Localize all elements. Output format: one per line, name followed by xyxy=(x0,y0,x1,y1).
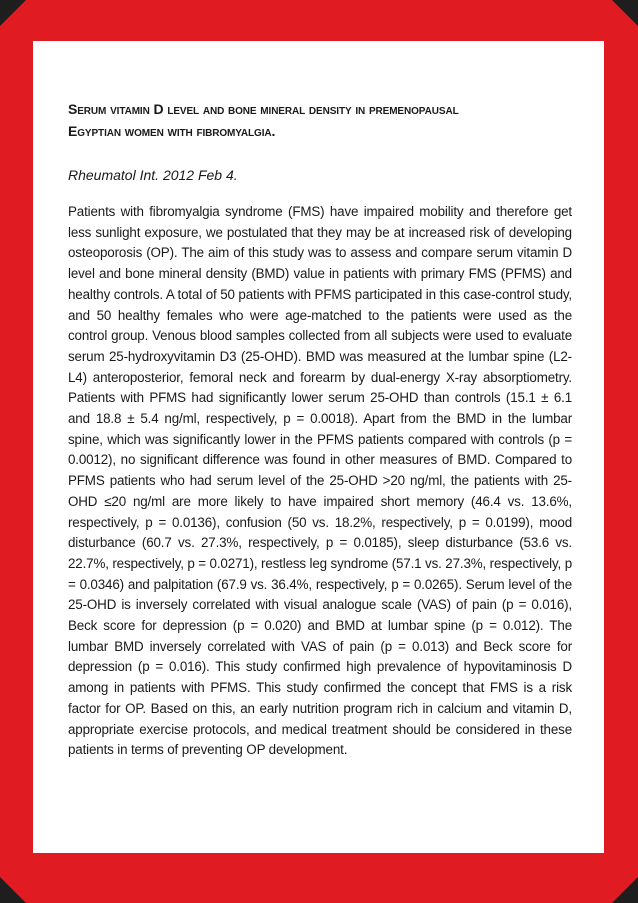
abstract-paragraph: Patients with fibromyalgia syndrome (FMS) have impaired mobility and therefore get less sunlight exposure, we postulated that they may be at increased risk of developing osteoporosis (OP). The aim of this study was to assess and compare serum vitamin D level and bone mineral density (BMD) value in patients with primary FMS (PFMS) and healthy controls. A total of 50 patients with PFMS participated in this case-control study, and 50 healthy females who were age-matched to the patients were used as the control group. Venous blood samples collected from all subjects were used to evaluate serum 25-hydroxyvitamin D3 (25-OHD). BMD was measured at the lumbar spine (L2-L4) anteroposterior, femoral neck and forearm by dual-energy X-ray absorptiometry. Patients with PFMS had significantly lower serum 25-OHD than controls (15.1 ± 6.1 and 18.8 ± 5.4 ng/ml, respectively, p = 0.0018). Apart from the BMD in the lumbar spine, which was significantly lower in the PFMS patients compared with controls (p = 0.0012), no significant difference was found in other measures of BMD. Compared to PFMS patients who had serum level of the 25-OHD >20 ng/ml, the patients with 25-OHD ≤20 ng/ml are more likely to have impaired short memory (46.4 vs. 13.6%, respectively, p = 0.0136), confusion (50 vs. 18.2%, respectively, p = 0.0199), mood disturbance (60.7 vs. 27.3%, respectively, p = 0.0185), sleep disturbance (53.6 vs. 22.7%, respectively, p = 0.0271), restless leg syndrome (57.1 vs. 27.3%, respectively, p = 0.0346) and palpitation (67.9 vs. 36.4%, respectively, p = 0.0265). Serum level of the 25-OHD is inversely correlated with visual analogue scale (VAS) of pain (p = 0.016), Beck score for depression (p = 0.020) and BMD at lumbar spine (p = 0.012). The lumbar BMD inversely correlated with VAS of pain (p = 0.013) and Beck score for depression (p = 0.016). This study confirmed high prevalence of hypovitaminosis D among in patients with PFMS. This study confirmed the concept that FMS is a risk factor for OP. Based on this, an early nutrition program rich in calcium and vitamin D, appropriate exercise protocols, and medical treatment should be considered in these patients in terms of preventing OP development. xyxy=(68,204,572,758)
article xyxy=(68,98,572,761)
article-title-line-1: Serum vitamin D level and bone mineral density in premenopausal xyxy=(68,101,459,117)
article-title-line-2: Egyptian women with fibromyalgia. xyxy=(68,123,276,139)
corner-decoration-bottom-left xyxy=(0,877,26,903)
content-panel xyxy=(33,41,604,853)
corner-decoration-top-left xyxy=(0,0,26,26)
journal-citation: Rheumatol Int. 2012 Feb 4. xyxy=(68,167,238,183)
corner-decoration-top-right xyxy=(612,0,638,26)
article-title xyxy=(68,98,572,142)
corner-decoration-bottom-right xyxy=(612,877,638,903)
